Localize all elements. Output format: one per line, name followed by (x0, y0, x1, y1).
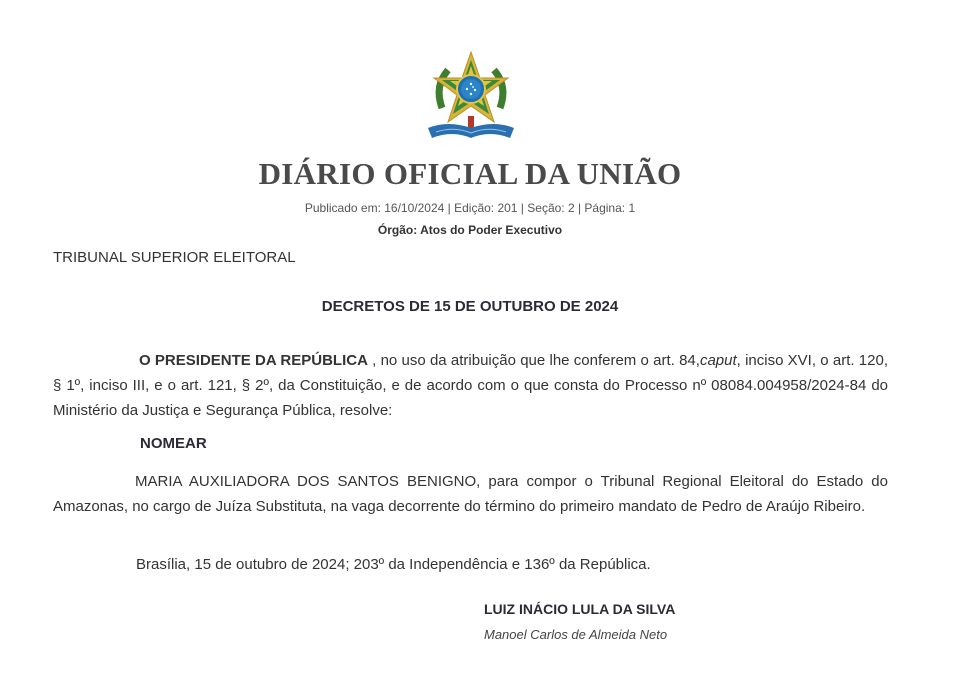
decree-title: DECRETOS DE 15 DE OUTUBRO DE 2024 (321, 298, 619, 315)
preamble-paragraph (53, 348, 888, 423)
masthead-title: DIÁRIO OFICIAL DA UNIÃO (258, 156, 682, 191)
minister-signature: Manoel Carlos de Almeida Neto (484, 627, 668, 642)
preamble-subject: O PRESIDENTE DA REPÚBLICA (139, 352, 368, 369)
preamble-text-1: , no uso da atribuição que lhe conferem o art. 84, (367, 352, 700, 369)
appointment-text: MARIA AUXILIADORA DOS SANTOS BENIGNO, para compor o Tribunal Regional Eleitoral do Estado do Amazonas, no cargo de Juíza Substituta, na vaga decorrente do término do primeiro mandato de Pedro de Araújo Ribeiro. (53, 473, 888, 515)
appointment-paragraph (53, 469, 888, 519)
preamble-caput: caput (699, 352, 737, 369)
issuer-name: TRIBUNAL SUPERIOR ELEITORAL (53, 249, 296, 266)
president-signature: LUIZ INÁCIO LULA DA SILVA (484, 601, 676, 617)
orgao-label: Órgão: Atos do Poder Executivo (377, 223, 563, 237)
dateline: Brasília, 15 de outubro de 2024; 203º da Independência e 136º da República. (136, 556, 651, 573)
brazil-coat-of-arms-icon (424, 48, 518, 142)
action-heading: NOMEAR (140, 435, 207, 452)
publication-info: Publicado em: 16/10/2024 | Edição: 201 | Seção: 2 | Página: 1 (304, 201, 636, 215)
preamble-text-2: , inciso XVI, o art. 120, § 1º, inciso III, e o art. 121, § 2º, da Constituição, e de acordo com o que consta do Processo nº 08084.004958/2024-84 do Ministério da Justiça e Segurança Pública, resolve: (53, 352, 888, 419)
